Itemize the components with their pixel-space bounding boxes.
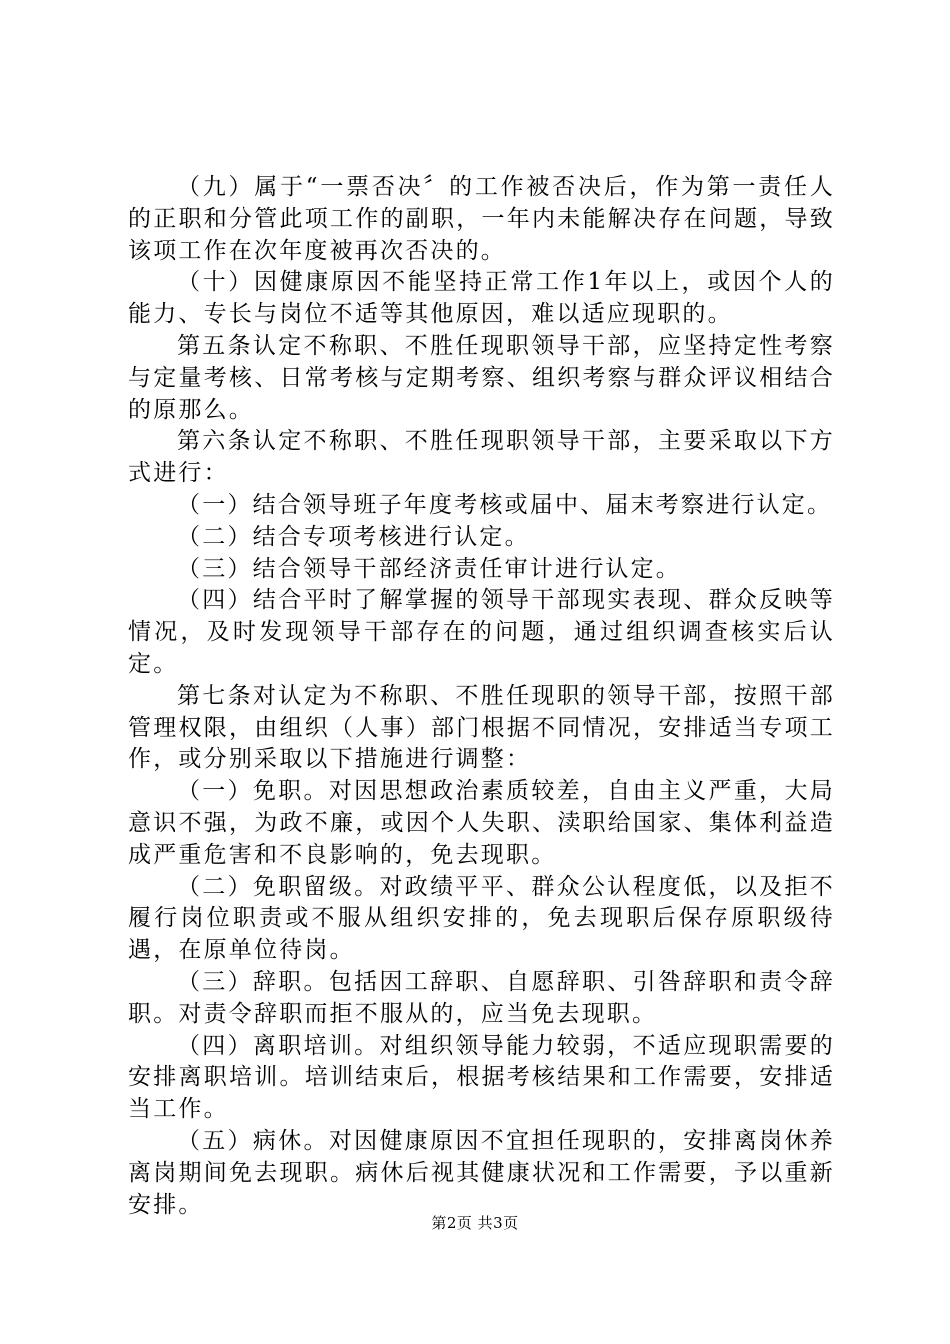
paragraph-article-6-item-2: （二）结合专项考核进行认定。	[177, 523, 530, 550]
paragraph-article-7-item-2: （二）免职留级。对政绩平平、群众公认程度低，以及拒不履行岗位职责或不服从组织安排的，免去现职后保存原职级待遇，在原单位待岗。	[128, 873, 835, 964]
paragraph-article-6-item-4: （四）结合平时了解掌握的领导干部现实表现、群众反映等情况，及时发现领导干部存在的问题，通过组织调查核实后认定。	[128, 587, 835, 677]
paragraph-article-5: 第五条认定不称职、不胜任现职领导干部，应坚持定性考察与定量考核、日常考核与定期考察、组织考察与群众评议相结合的原那么。	[128, 332, 835, 423]
paragraph-item-9: （九）属于“一票否决〞的工作被否决后，作为第一责任人的正职和分管此项工作的副职，一年内未能解决存在问题，导致该项工作在次年度被再次否决的。	[128, 174, 835, 264]
paragraph-article-6: 第六条认定不称职、不胜任现职领导干部，主要采取以下方式进行：	[128, 428, 835, 487]
paragraph-item-10: （十）因健康原因不能坚持正常工作1年以上，或因个人的能力、专长与岗位不适等其他原因，难以适应现职的。	[128, 269, 835, 328]
paragraph-article-7-item-5: （五）病休。对因健康原因不宜担任现职的，安排离岗休养离岗期间免去现职。病休后视其健康状况和工作需要，予以重新安排。	[128, 1127, 835, 1218]
paragraph-article-6-item-1: （一）结合领导班子年度考核或届中、届末考察进行认定。	[177, 491, 833, 518]
paragraph-article-7-item-1: （一）免职。对因思想政治素质较差，自由主义严重，大局意识不强，为政不廉，或因个人失职、渎职给国家、集体利益造成严重危害和不良影响的，免去现职。	[128, 778, 835, 868]
document-body	[128, 172, 835, 1221]
paragraph-article-7-item-4: （四）离职培训。对组织领导能力较弱，不适应现职需要的安排离职培训。培训结束后，根据考核结果和工作需要，安排适当工作。	[128, 1032, 835, 1123]
page-number-footer: 第2页 共3页	[431, 1214, 519, 1232]
paragraph-article-7-item-3: （三）辞职。包括因工辞职、自愿辞职、引咎辞职和责令辞职。对责令辞职而拒不服从的，应当免去现职。	[128, 968, 835, 1027]
paragraph-article-7: 第七条对认定为不称职、不胜任现职的领导干部，按照干部管理权限，由组织（人事）部门根据不同情况，安排适当专项工作，或分别采取以下措施进行调整：	[128, 682, 835, 773]
paragraph-article-6-item-3: （三）结合领导干部经济责任审计进行认定。	[177, 555, 681, 582]
